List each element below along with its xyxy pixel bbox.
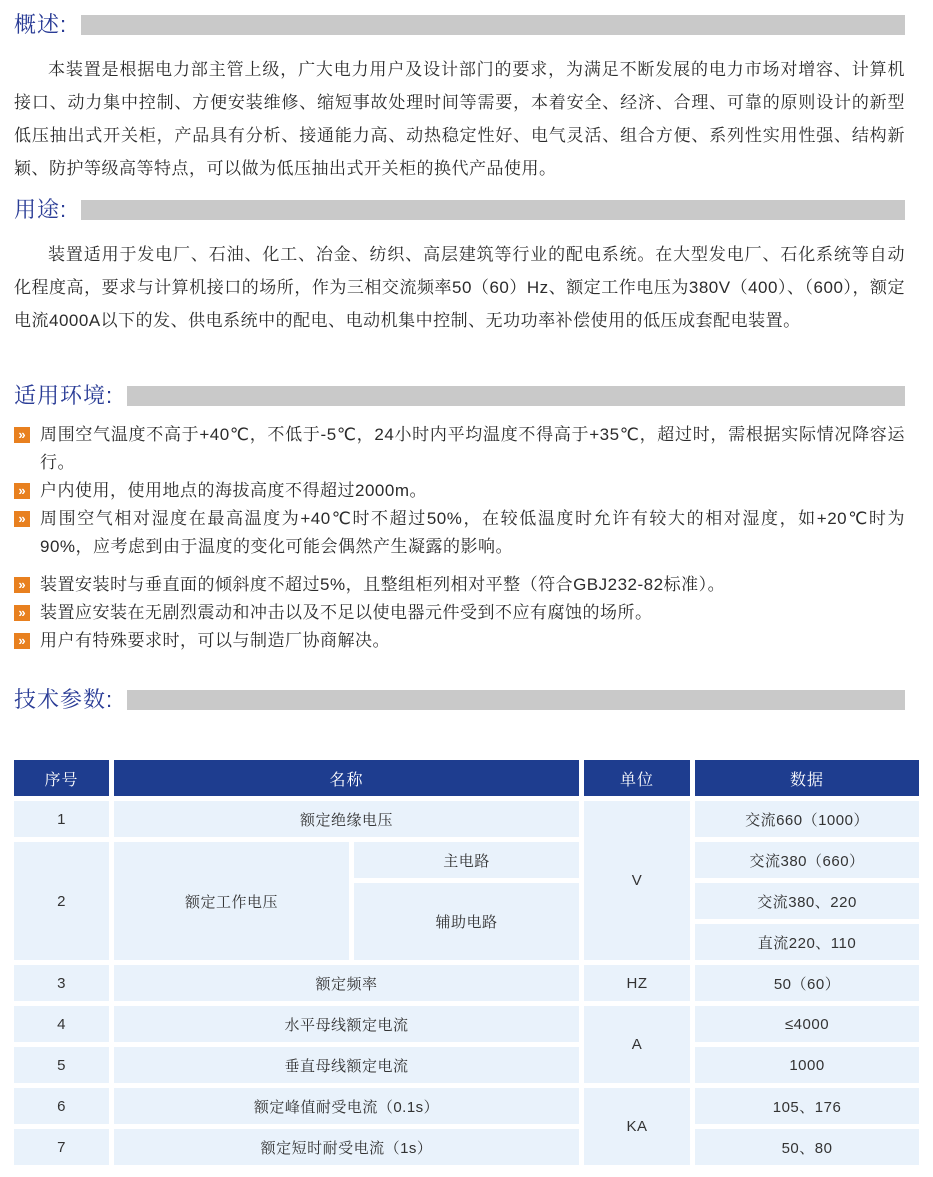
chevron-right-icon: »: [14, 483, 30, 499]
bullet-text: 户内使用，使用地点的海拔高度不得超过2000m。: [40, 481, 427, 500]
list-item: [14, 599, 905, 627]
cell-unit: V: [584, 801, 690, 960]
section-header-overview: [0, 12, 933, 38]
chevron-right-icon: »: [14, 427, 30, 443]
parameters-table: [9, 755, 924, 1170]
cell-no: 1: [14, 801, 109, 837]
bullet-text: 装置应安装在无剧烈震动和冲击以及不足以使电器元件受到不应有腐蚀的场所。: [40, 603, 653, 622]
table-row: [14, 1047, 919, 1083]
section-header-usage: [0, 197, 933, 223]
section-title-usage: 用途:: [14, 197, 68, 222]
section-title-environment: 适用环境:: [14, 383, 114, 408]
cell-subname: 主电路: [354, 842, 579, 878]
table-header-row: [14, 760, 919, 796]
section-bar-environment: [127, 386, 905, 406]
section-header-parameters: [0, 687, 933, 713]
cell-name: 额定工作电压: [114, 842, 349, 960]
cell-name: 额定频率: [114, 965, 579, 1001]
column-header-data: 数据: [695, 760, 919, 796]
bullet-text: 用户有特殊要求时，可以与制造厂协商解决。: [40, 631, 390, 650]
cell-no: 3: [14, 965, 109, 1001]
cell-subname: 辅助电路: [354, 883, 579, 960]
table-row: [14, 842, 919, 878]
cell-data: 50（60）: [695, 965, 919, 1001]
section-title-overview: 概述:: [14, 12, 68, 37]
chevron-right-icon: »: [14, 605, 30, 621]
usage-paragraph: 装置适用于发电厂、石油、化工、冶金、纺织、高层建筑等行业的配电系统。在大型发电厂、石化系统等自动化程度高，要求与计算机接口的场所，作为三相交流频率50（60）Hz、额定工作电压为380V（400）、（600），额定电流4000A以下的发、供电系统中的配电、电动机集中控制、无功功率补偿使用的低压成套配电装置。: [14, 245, 905, 330]
list-item: [14, 505, 905, 561]
section-bar-overview: [81, 15, 905, 35]
cell-name: 垂直母线额定电流: [114, 1047, 579, 1083]
table-row: [14, 1006, 919, 1042]
cell-data: 105、176: [695, 1088, 919, 1124]
cell-no: 6: [14, 1088, 109, 1124]
cell-name: 额定峰值耐受电流（0.1s）: [114, 1088, 579, 1124]
column-header-no: 序号: [14, 760, 109, 796]
chevron-right-icon: »: [14, 511, 30, 527]
table-row: [14, 1088, 919, 1124]
cell-data: 交流660（1000）: [695, 801, 919, 837]
cell-data: 直流220、110: [695, 924, 919, 960]
cell-no: 5: [14, 1047, 109, 1083]
list-item: [14, 477, 905, 505]
list-item: [14, 421, 905, 477]
cell-unit: HZ: [584, 965, 690, 1001]
bullet-text: 周围空气温度不高于+40℃，不低于-5℃，24小时内平均温度不得高于+35℃，超过时，需根据实际情况降容运行。: [40, 425, 905, 472]
list-item: [14, 571, 905, 599]
column-header-unit: 单位: [584, 760, 690, 796]
cell-name: 额定短时耐受电流（1s）: [114, 1129, 579, 1165]
bullet-text: 周围空气相对湿度在最高温度为+40℃时不超过50%，在较低温度时允许有较大的相对湿度，如+20℃时为90%，应考虑到由于温度的变化可能会偶然产生凝露的影响。: [40, 509, 905, 556]
chevron-right-icon: »: [14, 633, 30, 649]
cell-unit: KA: [584, 1088, 690, 1165]
cell-name: 额定绝缘电压: [114, 801, 579, 837]
cell-unit: A: [584, 1006, 690, 1083]
table-row: [14, 801, 919, 837]
cell-no: 4: [14, 1006, 109, 1042]
table-row: [14, 965, 919, 1001]
cell-data: 1000: [695, 1047, 919, 1083]
cell-data: 交流380、220: [695, 883, 919, 919]
section-title-parameters: 技术参数:: [14, 687, 114, 712]
section-header-environment: [0, 383, 933, 409]
cell-name: 水平母线额定电流: [114, 1006, 579, 1042]
environment-bullet-list: [14, 421, 905, 655]
chevron-right-icon: »: [14, 577, 30, 593]
column-header-name: 名称: [114, 760, 579, 796]
bullet-text: 装置安装时与垂直面的倾斜度不超过5%，且整组柜列相对平整（符合GBJ232-82标准）。: [40, 575, 726, 594]
list-item: [14, 627, 905, 655]
section-bar-usage: [81, 200, 905, 220]
table-row: [14, 1129, 919, 1165]
cell-data: ≤4000: [695, 1006, 919, 1042]
cell-no: 2: [14, 842, 109, 960]
cell-no: 7: [14, 1129, 109, 1165]
cell-data: 50、80: [695, 1129, 919, 1165]
overview-paragraph: 本装置是根据电力部主管上级，广大电力用户及设计部门的要求，为满足不断发展的电力市场对增容、计算机接口、动力集中控制、方便安装维修、缩短事故处理时间等需要，本着安全、经济、合理、可靠的原则设计的新型低压抽出式开关柜，产品具有分析、接通能力高、动热稳定性好、电气灵活、组合方便、系列性实用性强、结构新颖、防护等级高等特点，可以做为低压抽出式开关柜的换代产品使用。: [14, 60, 905, 178]
cell-data: 交流380（660）: [695, 842, 919, 878]
section-bar-parameters: [127, 690, 905, 710]
